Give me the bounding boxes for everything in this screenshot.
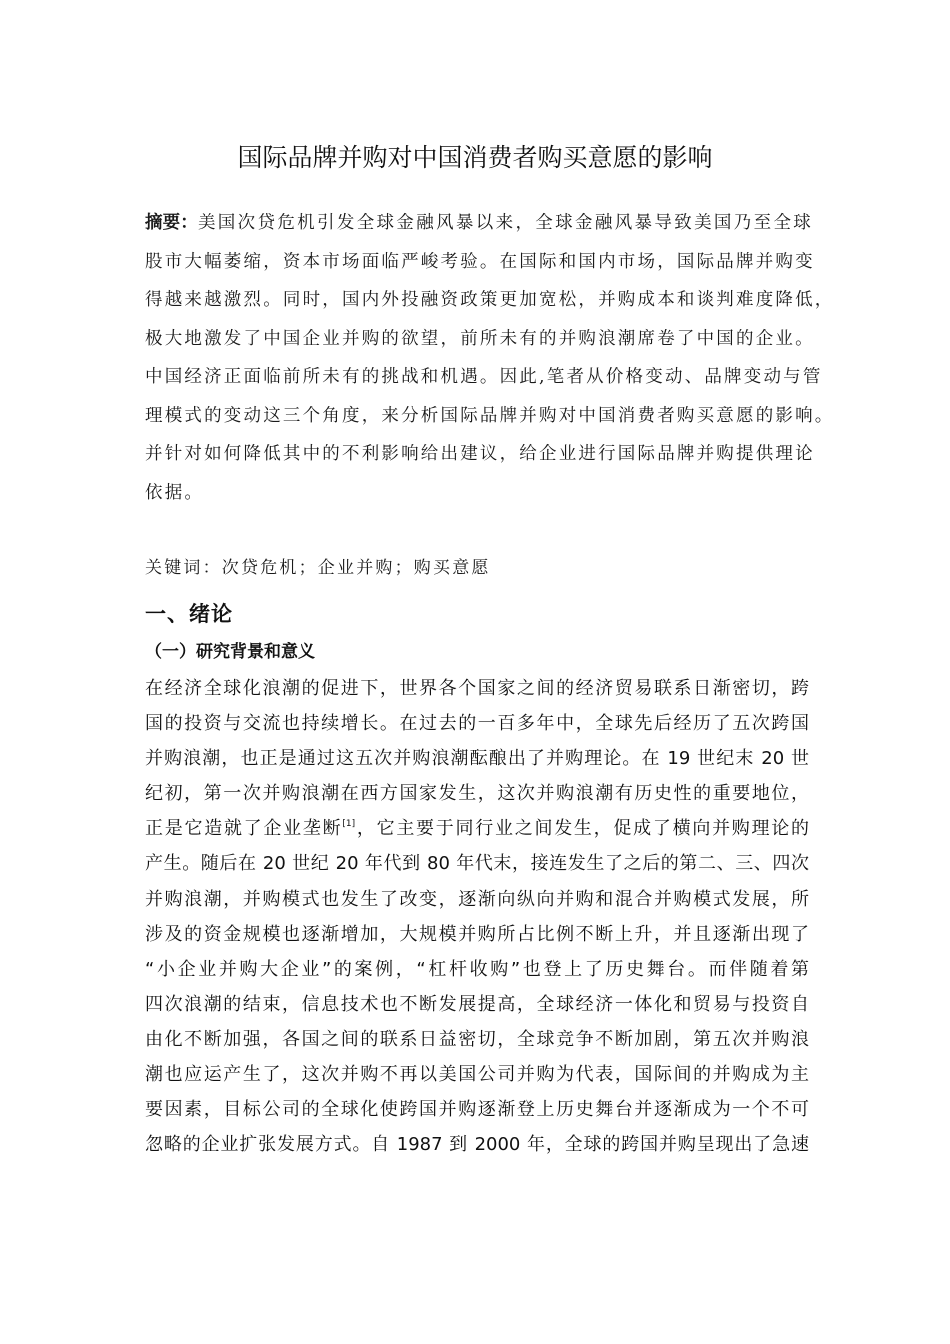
body-line: 并购浪潮，也正是通过这五次并购浪潮酝酿出了并购理论。在 19 世纪末 20 世 <box>145 748 809 770</box>
body-line: 要因素，目标公司的全球化使跨国并购逐渐登上历史舞台并逐渐成为一个不可 <box>145 1099 809 1121</box>
abstract-line: 依据。 <box>145 482 205 503</box>
body-line-segment: ，它主要于同行业之间发生，促成了横向并购理论的 <box>355 818 810 840</box>
body-paragraph <box>145 671 809 1162</box>
abstract-line: 极大地激发了中国企业并购的欲望，前所未有的并购浪潮席卷了中国的企业。 <box>145 328 815 349</box>
body-line: “小企业并购大企业”的案例，“杠杆收购”也登上了历史舞台。而伴随着第 <box>145 958 809 980</box>
keywords: 关键词：次贷危机；企业并购；购买意愿 <box>145 558 491 578</box>
body-line: 产生。随后在 20 世纪 20 年代到 80 年代末，接连发生了之后的第二、三、四次 <box>145 853 809 875</box>
body-line: 涉及的资金规模也逐渐增加，大规模并购所占比例不断上升，并且逐渐出现了 <box>145 923 809 945</box>
body-line: 纪初，第一次并购浪潮在西方国家发生，这次并购浪潮有历史性的重要地位， <box>145 783 809 805</box>
body-line: 国的投资与交流也持续增长。在过去的一百多年中，全球先后经历了五次跨国 <box>145 713 809 735</box>
abstract-line: 美国次贷危机引发全球金融风暴以来，全球金融风暴导致美国乃至全球 <box>197 213 813 233</box>
abstract-line: 理模式的变动这三个角度，来分析国际品牌并购对中国消费者购买意愿的影响。 <box>145 405 835 426</box>
section-heading: 一、绪论 <box>145 602 233 626</box>
body-line-segment: 正是它造就了企业垄断 <box>145 818 343 840</box>
abstract-line: 得越来越激烈。同时，国内外投融资政策更加宽松，并购成本和谈判难度降低， <box>145 290 835 310</box>
body-line: 潮也应运产生了，这次并购不再以美国公司并购为代表，国际间的并购成为主 <box>145 1064 809 1086</box>
body-line: 由化不断加强，各国之间的联系日益密切，全球竞争不断加剧，第五次并购浪 <box>145 1028 809 1050</box>
citation-mark[interactable]: [1] <box>342 819 356 830</box>
body-line: 忽略的企业扩张发展方式。自 1987 到 2000 年，全球的跨国并购呈现出了急速 <box>145 1134 809 1156</box>
abstract-line: 股市大幅萎缩，资本市场面临严峻考验。在国际和国内市场，国际品牌并购变 <box>145 251 815 272</box>
body-line: 并购浪潮，并购模式也发生了改变，逐渐向纵向并购和混合并购模式发展，所 <box>145 888 809 910</box>
abstract-line: 中国经济正面临前所未有的挑战和机遇。因此,笔者从价格变动、品牌变动与管 <box>145 367 823 387</box>
body-line <box>145 811 809 846</box>
abstract <box>145 204 835 512</box>
abstract-label: 摘要： <box>145 213 198 233</box>
body-line: 在经济全球化浪潮的促进下，世界各个国家之间的经济贸易联系日渐密切，跨 <box>145 678 809 699</box>
document-title: 国际品牌并购对中国消费者购买意愿的影响 <box>237 143 713 172</box>
subsection-heading: （一）研究背景和意义 <box>145 642 315 662</box>
body-line: 四次浪潮的结束，信息技术也不断发展提高，全球经济一体化和贸易与投资自 <box>145 993 809 1015</box>
abstract-line: 并针对如何降低其中的不利影响给出建议，给企业进行国际品牌并购提供理论 <box>145 444 815 464</box>
